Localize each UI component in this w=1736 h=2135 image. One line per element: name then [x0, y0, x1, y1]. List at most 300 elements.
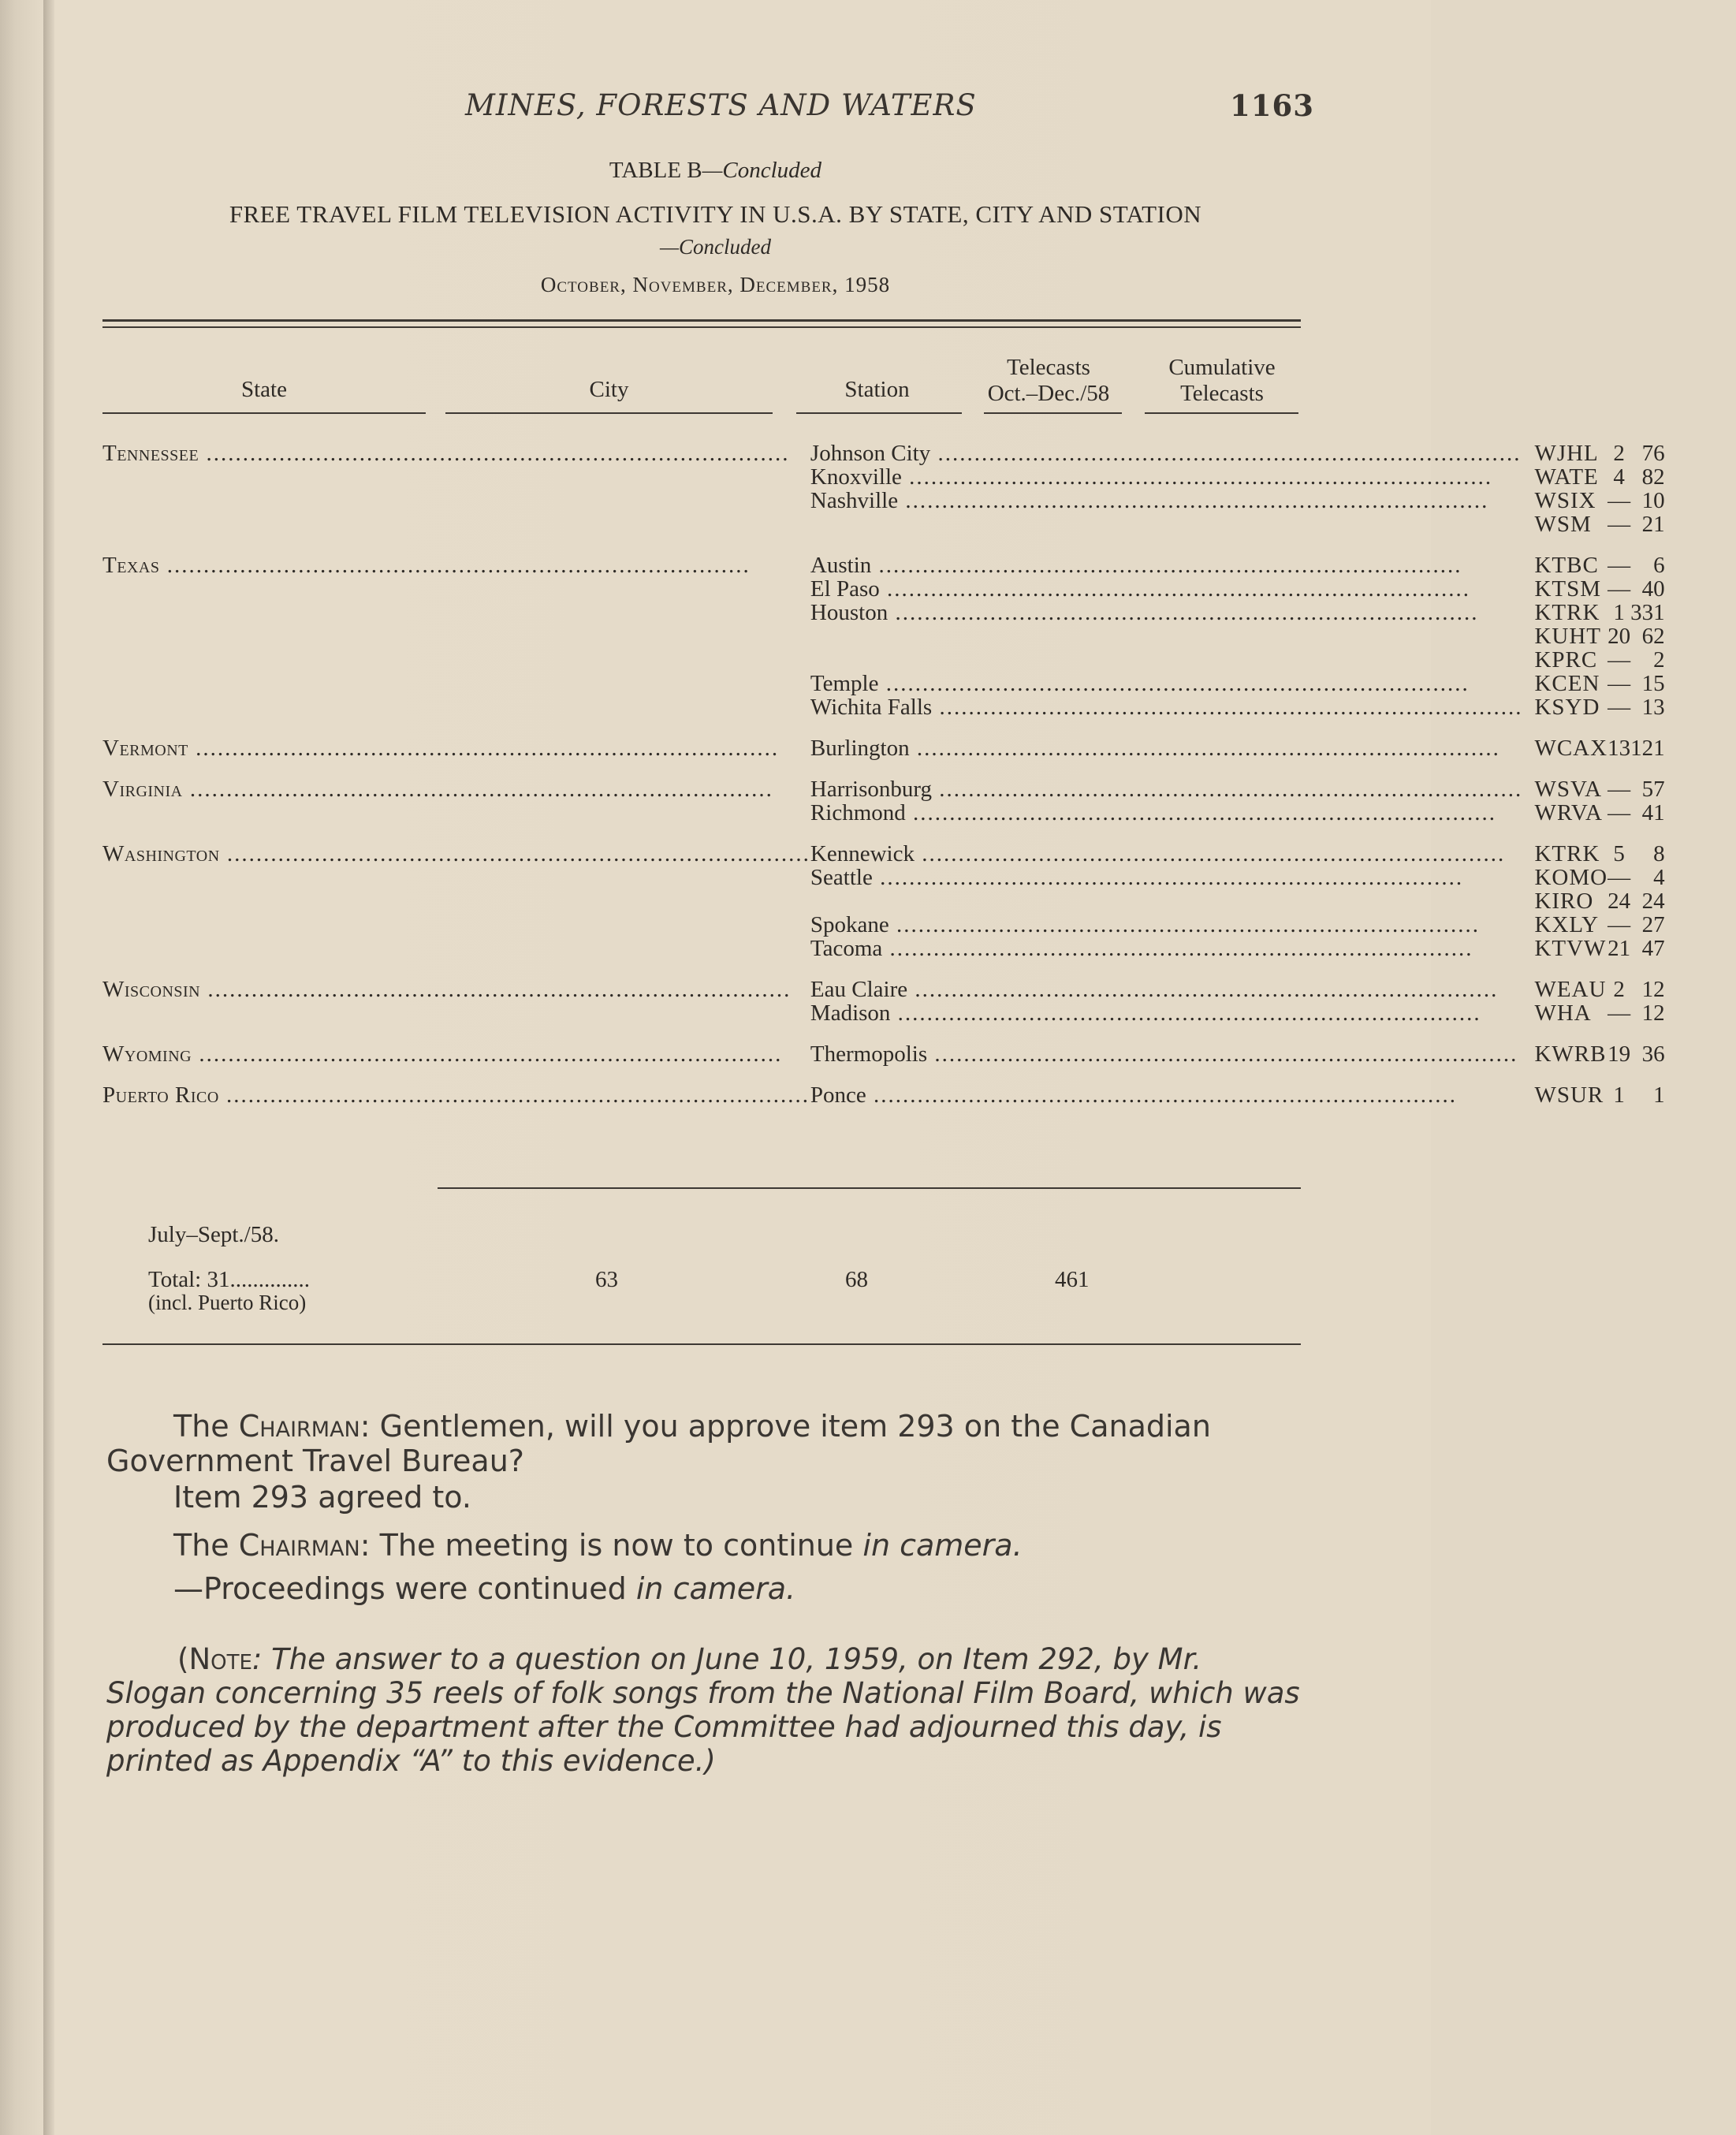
city-cell-text: Temple [810, 671, 879, 696]
telecasts-cell [1607, 777, 1630, 801]
cumulative-cell-text: 2 [1653, 647, 1665, 673]
city-cell [810, 553, 1523, 577]
telecasts-cell [1607, 672, 1630, 695]
cumulative-cell-text: 13 [1641, 695, 1665, 720]
col-header-station: Station [844, 377, 910, 402]
table-row [102, 801, 1736, 825]
station-cell [1522, 695, 1607, 719]
leader-dots [219, 1082, 810, 1108]
telecasts-cell-text: 20 [1607, 624, 1631, 649]
cumulative-cell [1630, 978, 1736, 1001]
state-cell [102, 672, 810, 695]
city-cell-text: Johnson City [810, 441, 931, 466]
leader-dots [930, 441, 1521, 466]
city-cell [810, 577, 1523, 601]
table-row [102, 695, 1736, 719]
note-open: ( [177, 1642, 189, 1676]
cumulative-cell [1630, 889, 1736, 913]
city-cell [810, 937, 1523, 960]
row-spacer [102, 719, 1736, 736]
paragraph-approve [106, 1409, 1305, 1478]
station-cell [1522, 512, 1607, 536]
summary-period: July–Sept./58. [148, 1222, 279, 1247]
bottom-rule [102, 1343, 1301, 1345]
state-cell [102, 889, 810, 913]
state-cell-text: Puerto Rico [102, 1082, 219, 1108]
city-cell-text: Tacoma [810, 936, 883, 961]
station-cell-text: WRVA [1534, 800, 1603, 825]
table-row [102, 913, 1736, 937]
cumulative-cell [1630, 937, 1736, 960]
header-rule-station [796, 412, 962, 414]
cumulative-cell [1630, 624, 1736, 648]
station-cell-text: KTRK [1534, 841, 1600, 866]
state-cell [102, 842, 810, 866]
state-cell [102, 512, 810, 536]
state-cell [102, 801, 810, 825]
cumulative-cell [1630, 672, 1736, 695]
state-cell [102, 553, 810, 577]
station-cell [1522, 1042, 1607, 1066]
station-cell-text: KTBC [1534, 553, 1599, 578]
station-cell [1522, 937, 1607, 960]
telecasts-cell-text: — [1607, 865, 1631, 890]
city-cell-text: Richmond [810, 800, 906, 825]
station-cell [1522, 465, 1607, 489]
table-row [102, 553, 1736, 577]
cumulative-cell-text: 4 [1653, 865, 1665, 890]
city-cell [810, 465, 1523, 489]
station-cell-text: KCEN [1534, 671, 1600, 696]
table-label-concluded: —Concluded [702, 158, 822, 183]
table-row [102, 978, 1736, 1001]
table-row [102, 736, 1736, 760]
telecasts-cell [1607, 801, 1630, 825]
telecasts-cell [1607, 978, 1630, 1001]
station-cell [1522, 489, 1607, 512]
station-cell [1522, 672, 1607, 695]
p1-text: : Gentlemen, will you approve item 293 on the Canadian Government Travel Bureau? [106, 1409, 1211, 1478]
row-spacer [102, 1066, 1736, 1083]
telecasts-cell [1607, 695, 1630, 719]
station-cell-text: WATE [1534, 464, 1599, 490]
city-cell [810, 695, 1523, 719]
city-cell-text: Spokane [810, 912, 889, 937]
station-cell [1522, 736, 1607, 760]
state-cell-text: Tennessee [102, 441, 199, 466]
city-cell-text: Harrisonburg [810, 777, 933, 802]
city-cell-text: Eau Claire [810, 977, 908, 1002]
cumulative-cell [1630, 1083, 1736, 1107]
telecasts-cell [1607, 1042, 1630, 1066]
telecasts-cell [1607, 601, 1630, 624]
station-cell [1522, 889, 1607, 913]
station-cell-text: WSM [1534, 512, 1592, 537]
city-cell [810, 978, 1523, 1001]
city-cell-text: Kennewick [810, 841, 915, 866]
station-cell [1522, 777, 1607, 801]
telecasts-cell [1607, 866, 1630, 889]
state-cell [102, 866, 810, 889]
telecasts-cell-text: — [1607, 912, 1631, 937]
city-cell-text: Madison [810, 1000, 891, 1026]
cumulative-cell [1630, 512, 1736, 536]
p4-pre: —Proceedings were continued [173, 1571, 636, 1606]
telecasts-cell [1607, 442, 1630, 465]
leader-dots [907, 977, 1498, 1002]
state-cell [102, 1001, 810, 1025]
leader-dots [910, 736, 1500, 761]
table-heading-concluded: —Concluded [660, 235, 771, 259]
cumulative-cell-text: 1 [1653, 1082, 1665, 1108]
city-cell-text: Seattle [810, 865, 873, 890]
col-header-cumulative-line2: Telecasts [1180, 381, 1264, 406]
row-spacer [102, 1025, 1736, 1042]
city-cell-text: Austin [810, 553, 872, 578]
cumulative-cell-text: 27 [1641, 912, 1665, 937]
table-row [102, 442, 1736, 465]
cumulative-cell-text: 8 [1653, 841, 1665, 866]
header-rule-state [102, 412, 426, 414]
summary-total-label [148, 1267, 310, 1293]
binding-shadow [43, 0, 54, 2135]
cumulative-cell [1630, 801, 1736, 825]
city-cell [810, 648, 1523, 672]
cumulative-cell-text: 36 [1641, 1041, 1665, 1067]
table-period: October, November, December, 1958 [540, 273, 891, 296]
leader-dots [866, 1082, 1457, 1108]
leader-dots [915, 841, 1505, 866]
station-cell [1522, 1001, 1607, 1025]
telecasts-cell [1607, 648, 1630, 672]
station-cell-text: KIRO [1534, 889, 1594, 914]
table-row [102, 512, 1736, 536]
station-cell-text: WEAU [1534, 977, 1607, 1002]
state-cell [102, 1083, 810, 1107]
cumulative-cell-text: 21 [1641, 512, 1665, 537]
cumulative-cell-text: 12 [1641, 1000, 1665, 1026]
city-cell [810, 842, 1523, 866]
station-cell-text: WCAX [1534, 736, 1608, 761]
leader-dots [199, 441, 789, 466]
telecasts-cell-text: 24 [1607, 889, 1631, 914]
note-paragraph [106, 1642, 1309, 1778]
station-cell-text: WSIX [1534, 488, 1596, 513]
telecasts-cell-text: — [1607, 1000, 1631, 1026]
table-row [102, 648, 1736, 672]
summary-total-dots: .............. [229, 1267, 310, 1292]
state-cell [102, 913, 810, 937]
leader-dots [927, 1041, 1518, 1067]
state-cell [102, 937, 810, 960]
telecasts-cell [1607, 1083, 1630, 1107]
station-cell-text: KTSM [1534, 576, 1602, 602]
row-spacer-cell [102, 719, 1736, 736]
city-cell [810, 1083, 1523, 1107]
cumulative-cell-text: 331 [1630, 600, 1665, 625]
row-spacer-cell [102, 825, 1736, 842]
station-cell [1522, 577, 1607, 601]
table-row [102, 1083, 1736, 1107]
telecasts-cell-text: — [1607, 695, 1631, 720]
station-cell-text: WSVA [1534, 777, 1603, 802]
row-spacer-cell [102, 536, 1736, 553]
table-row [102, 937, 1736, 960]
city-cell-text: Houston [810, 600, 888, 625]
city-cell [810, 489, 1523, 512]
row-spacer-cell [102, 1066, 1736, 1083]
cumulative-cell [1630, 648, 1736, 672]
station-cell [1522, 801, 1607, 825]
leader-dots [220, 841, 810, 866]
table-row [102, 624, 1736, 648]
station-cell-text: KWRB [1534, 1041, 1607, 1067]
note-text: : The answer to a question on June 10, 1959, on Item 292, by Mr. Slogan concerning 35 reels of folk songs from the National Film Board, which was produced by the department after the Committee had adjourned this day, is printed as Appendix “A” to this evidence.) [106, 1642, 1300, 1778]
leader-dots [889, 912, 1480, 937]
telecasts-cell-text: — [1607, 576, 1631, 602]
p4-italic: in camera. [635, 1571, 796, 1606]
city-cell-text: Ponce [810, 1082, 866, 1108]
cumulative-cell [1630, 866, 1736, 889]
col-header-state: State [241, 377, 287, 402]
state-cell-text: Vermont [102, 736, 188, 761]
table-row [102, 1042, 1736, 1066]
cumulative-cell [1630, 577, 1736, 601]
cumulative-cell [1630, 465, 1736, 489]
city-cell [810, 601, 1523, 624]
telecasts-cell-text: 13 [1607, 736, 1631, 761]
city-cell-text: Thermopolis [810, 1041, 928, 1067]
leader-dots [878, 671, 1469, 696]
leader-dots [898, 488, 1488, 513]
row-spacer [102, 760, 1736, 777]
city-cell [810, 512, 1523, 536]
paragraph-in-camera [173, 1528, 1372, 1563]
leader-dots [192, 1041, 782, 1067]
top-rule-2 [102, 326, 1301, 328]
telecasts-cell [1607, 889, 1630, 913]
city-cell-text: Nashville [810, 488, 899, 513]
state-cell-text: Washington [102, 841, 220, 866]
paragraph-agreed: Item 293 agreed to. [173, 1480, 471, 1515]
telecasts-cell-text: 1 [1613, 600, 1625, 625]
table-row [102, 577, 1736, 601]
row-spacer [102, 536, 1736, 553]
telecasts-cell [1607, 937, 1630, 960]
telecasts-cell-text: 5 [1613, 841, 1625, 866]
cumulative-cell [1630, 913, 1736, 937]
summary-cities: 63 [595, 1267, 618, 1292]
cumulative-cell-text: 12 [1641, 977, 1665, 1002]
station-cell-text: KTVW [1534, 936, 1607, 961]
leader-dots [880, 576, 1470, 602]
row-spacer-cell [102, 960, 1736, 978]
city-cell [810, 913, 1523, 937]
stations-table-body [102, 442, 1736, 1107]
cumulative-cell [1630, 601, 1736, 624]
telecasts-cell [1607, 553, 1630, 577]
leader-dots [932, 695, 1522, 720]
cumulative-cell [1630, 489, 1736, 512]
station-cell [1522, 624, 1607, 648]
station-cell [1522, 866, 1607, 889]
page-number: 1163 [1230, 88, 1314, 123]
telecasts-cell-text: — [1607, 777, 1631, 802]
state-cell [102, 577, 810, 601]
state-cell [102, 601, 810, 624]
station-cell-text: KUHT [1534, 624, 1601, 649]
state-cell-text: Virginia [102, 777, 183, 802]
telecasts-cell [1607, 1001, 1630, 1025]
leader-dots [882, 936, 1473, 961]
station-cell-text: WJHL [1534, 441, 1599, 466]
leader-dots [873, 865, 1463, 890]
state-cell [102, 777, 810, 801]
p3-text: : The meeting is now to continue [359, 1528, 863, 1563]
state-cell-text: Texas [102, 553, 160, 578]
table-label-text: TABLE B [609, 158, 702, 183]
station-cell-text: KXLY [1534, 912, 1600, 937]
cumulative-cell [1630, 695, 1736, 719]
summary-stations: 68 [845, 1267, 868, 1292]
p3-italic: in camera. [862, 1528, 1023, 1563]
telecasts-cell [1607, 624, 1630, 648]
telecasts-cell-text: 19 [1607, 1041, 1631, 1067]
station-cell-text: KPRC [1534, 647, 1598, 673]
table-label [0, 158, 1431, 184]
cumulative-cell [1630, 553, 1736, 577]
total-rule [438, 1187, 1301, 1189]
p3-pre: The [173, 1528, 239, 1563]
station-cell-text: WHA [1534, 1000, 1592, 1026]
cumulative-cell [1630, 442, 1736, 465]
station-cell [1522, 648, 1607, 672]
row-spacer [102, 960, 1736, 978]
row-spacer [102, 825, 1736, 842]
state-cell [102, 465, 810, 489]
table-row [102, 842, 1736, 866]
telecasts-cell [1607, 577, 1630, 601]
city-cell [810, 624, 1523, 648]
table-heading: FREE TRAVEL FILM TELEVISION ACTIVITY IN U.S.A. BY STATE, CITY AND STATION [229, 200, 1202, 228]
telecasts-cell [1607, 465, 1630, 489]
state-cell [102, 695, 810, 719]
cumulative-cell-text: 62 [1641, 624, 1665, 649]
header-rule-city [445, 412, 773, 414]
leader-dots [890, 1000, 1481, 1026]
station-cell [1522, 842, 1607, 866]
state-cell-text: Wyoming [102, 1041, 192, 1067]
cumulative-cell-text: 47 [1641, 936, 1665, 961]
leader-dots [871, 553, 1462, 578]
telecasts-cell-text: — [1607, 512, 1631, 537]
note-label: Note [188, 1642, 252, 1676]
station-cell [1522, 978, 1607, 1001]
station-cell-text: KSYD [1534, 695, 1600, 720]
city-cell-text: Burlington [810, 736, 910, 761]
station-cell [1522, 1083, 1607, 1107]
telecasts-cell-text: — [1607, 800, 1631, 825]
city-cell [810, 777, 1523, 801]
paragraph-proceedings [173, 1571, 1372, 1606]
table-row [102, 601, 1736, 624]
leader-dots [888, 600, 1478, 625]
cumulative-cell-text: 57 [1641, 777, 1665, 802]
station-cell [1522, 553, 1607, 577]
city-cell [810, 866, 1523, 889]
leader-dots [906, 800, 1496, 825]
p1-pre: The [173, 1409, 239, 1444]
table-row [102, 465, 1736, 489]
col-header-telecasts-line1: Telecasts [1007, 355, 1090, 380]
telecasts-cell [1607, 736, 1630, 760]
city-cell [810, 442, 1523, 465]
telecasts-cell-text: 4 [1613, 464, 1625, 490]
table-row [102, 1001, 1736, 1025]
state-cell [102, 442, 810, 465]
telecasts-cell-text: 1 [1613, 1082, 1625, 1108]
telecasts-cell [1607, 512, 1630, 536]
cumulative-cell-text: 15 [1641, 671, 1665, 696]
col-header-telecasts [966, 355, 1131, 407]
telecasts-cell-text: 2 [1613, 441, 1625, 466]
table-row [102, 889, 1736, 913]
telecasts-cell-text: 2 [1613, 977, 1625, 1002]
cumulative-cell [1630, 736, 1736, 760]
telecasts-cell [1607, 489, 1630, 512]
cumulative-cell-text: 76 [1641, 441, 1665, 466]
cumulative-cell [1630, 777, 1736, 801]
summary-telecasts: 461 [1055, 1267, 1090, 1292]
cumulative-cell-text: 82 [1641, 464, 1665, 490]
row-spacer-cell [102, 1025, 1736, 1042]
col-header-cumulative [1143, 355, 1301, 407]
col-header-telecasts-line2: Oct.–Dec./58 [987, 381, 1110, 406]
telecasts-cell-text: — [1607, 647, 1631, 673]
telecasts-cell-text: 21 [1607, 936, 1631, 961]
summary-total-note: (incl. Puerto Rico) [148, 1291, 307, 1314]
stations-table [102, 442, 1736, 1107]
header-rule-telecasts [984, 412, 1122, 414]
leader-dots [188, 736, 779, 761]
cumulative-cell [1630, 1001, 1736, 1025]
col-header-city: City [589, 377, 629, 402]
state-cell [102, 978, 810, 1001]
leader-dots [200, 977, 791, 1002]
row-spacer-cell [102, 760, 1736, 777]
state-cell [102, 648, 810, 672]
table-row [102, 866, 1736, 889]
leader-dots [932, 777, 1522, 802]
running-title: MINES, FORESTS AND WATERS [465, 88, 977, 122]
station-cell [1522, 913, 1607, 937]
city-cell [810, 736, 1523, 760]
cumulative-cell-text: 6 [1653, 553, 1665, 578]
cumulative-cell-text: 41 [1641, 800, 1665, 825]
table-row [102, 777, 1736, 801]
telecasts-cell-text: — [1607, 488, 1631, 513]
cumulative-cell-text: 40 [1641, 576, 1665, 602]
state-cell [102, 736, 810, 760]
table-row [102, 672, 1736, 695]
state-cell-text: Wisconsin [102, 977, 201, 1002]
city-cell-text: Knoxville [810, 464, 902, 490]
cumulative-cell-text: 10 [1641, 488, 1665, 513]
telecasts-cell-text: — [1607, 671, 1631, 696]
col-header-cumulative-line1: Cumulative [1168, 355, 1276, 380]
station-cell-text: KOMO [1534, 865, 1608, 890]
telecasts-cell [1607, 913, 1630, 937]
